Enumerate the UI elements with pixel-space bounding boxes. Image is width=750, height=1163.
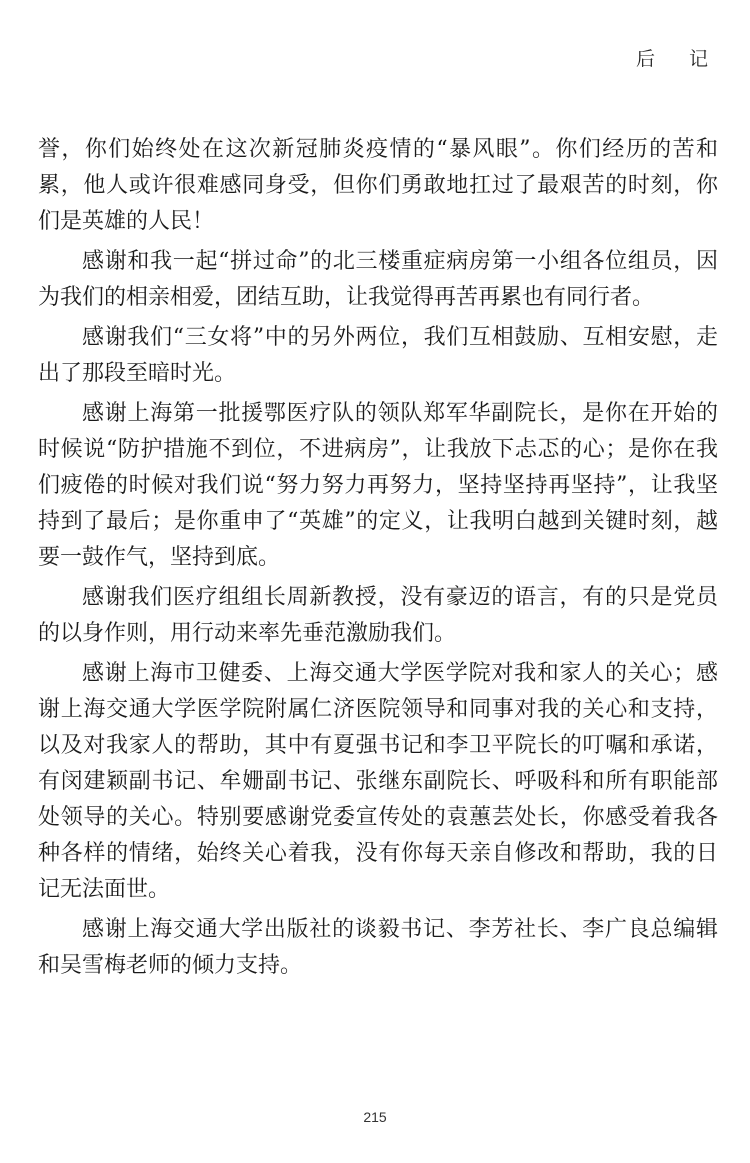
paragraph-thanks-institutions: 感谢上海市卫健委、上海交通大学医学院对我和家人的关心；感谢上海交通大学医学院附属仁济医院领导和同事对我的关心和支持，以及对我家人的帮助，其中有夏强书记和李卫平院长的叮嘱和承诺，有闵建颖副书记、牟姗副书记、张继东副院长、呼吸科和所有职能部处领导的关心。特别要感谢党委宣传处的袁蕙芸处长，你感受着我各种各样的情绪，始终关心着我，没有你每天亲自修改和帮助，我的日记无法面世。 [38,661,718,902]
paragraph-thanks-three-women: 感谢我们“三女将”中的另外两位，我们互相鼓励、互相安慰，走出了那段至暗时光。 [38,325,718,386]
paragraph-thanks-team-leader: 感谢上海第一批援鄂医疗队的领队郑军华副院长，是你在开始的时候说“防护措施不到位，不进病房”，让我放下忐忑的心；是你在我们疲倦的时候对我们说“努力努力再努力，坚持坚持再坚持”，让我坚持到了最后；是你重申了“英雄”的定义，让我明白越到关键时刻，越要一鼓作气，坚持到底。 [38,401,718,570]
body-text [38,132,718,984]
paragraph-thanks-team: 感谢和我一起“拼过命”的北三楼重症病房第一小组各位组员，因为我们的相亲相爱，团结互助，让我觉得再苦再累也有同行者。 [38,249,718,310]
running-head: 后 记 [635,48,722,70]
paragraph-thanks-group-leader: 感谢我们医疗组组长周新教授，没有豪迈的语言，有的只是党员的以身作则，用行动来率先垂范激励我们。 [38,585,718,646]
paragraph-continuation: 誉，你们始终处在这次新冠肺炎疫情的“暴风眼”。你们经历的苦和累，他人或许很难感同身受，但你们勇敢地扛过了最艰苦的时刻，你们是英雄的人民！ [38,137,718,234]
page-number: 215 [363,1109,387,1125]
paragraph-thanks-publisher: 感谢上海交通大学出版社的谈毅书记、李芳社长、李广良总编辑和吴雪梅老师的倾力支持。 [38,917,718,978]
